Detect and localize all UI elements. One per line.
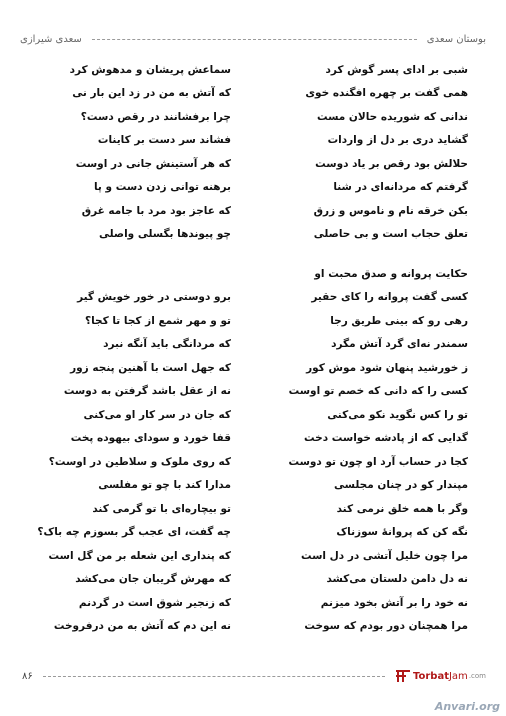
verse-row [30,356,476,380]
hemistich-first: کسی را که دانی که خصم تو اوست [288,385,468,398]
hemistich-second: که جان در سر کار او می‌کنی [83,408,231,421]
hemistich-first: رهی رو که بینی طریق رجا [330,314,468,327]
verse-row [30,427,476,451]
poem-section-2 [30,262,476,638]
verse-row [30,333,476,357]
page-number: ۸۶ [22,670,33,682]
hemistich-first: گرفتم که مردانه‌ای در شنا [333,181,468,194]
hemistich-second: تو بیچاره‌ای با تو گرمی کند [92,502,231,515]
verse-row [30,129,476,153]
hemistich-second: که روی ملوک و سلاطین در اوست؟ [48,455,231,468]
hemistich-first: شبی بر ادای پسر گوش کرد [325,63,468,76]
verse-row [30,497,476,521]
hemistich-second: مدارا کند با چو تو مفلسی [98,479,231,492]
hemistich-first: کجا در حساب آرد او چون تو دوست [288,455,468,468]
verse-row [30,403,476,427]
page-header [20,28,486,50]
watermark: Anvari.org [434,700,500,713]
hemistich-second: که مهرش گریبان جان می‌کشد [75,573,231,586]
hemistich-second: فشاند سر دست بر کاینات [97,134,231,147]
verse-row [30,223,476,247]
hemistich-second: تو و مهر شمع از کجا تا کجا؟ [85,314,231,327]
hemistich-first: ز خورشید پنهان شود موش کور [306,361,468,374]
hemistich-first: مرا چون خلیل آتشی در دل است [300,549,468,562]
hemistich-first: همی گفت بر چهره افگنده خوی [305,87,468,100]
hemistich-second: قفا خورد و سودای بیهوده پخت [70,432,231,445]
poem-section-1 [30,58,476,246]
hemistich-second: چو پیوندها بگسلی واصلی [99,228,231,241]
hemistich-first: نگه کن که پروانهٔ سوزناک [336,526,468,539]
hemistich-second: که هر آستینش جانی در اوست [75,157,231,170]
story-title: حکایت پروانه و صدق محبت او [314,267,468,280]
hemistich-first: کسی گفت پروانه را کای حقیر [311,291,468,304]
verse-row [30,380,476,404]
hemistich-second: برو دوستی در خور خویش گیر [77,291,231,304]
torbatjam-logo-icon [395,669,411,683]
logo-brand-2: Jam [448,670,468,682]
verse-row [30,450,476,474]
hemistich-first: بکن خرقه نام و ناموس و زرق [313,204,468,217]
hemistich-second: نه این دم که آتش به من درفروخت [53,620,231,633]
hemistich-first: تو را کس نگوید نکو می‌کنی [327,408,468,421]
hemistich-second: چرا برفشانند در رقص دست؟ [80,110,231,123]
verse-row [30,591,476,615]
verse-row [30,152,476,176]
logo-brand: Torbat [413,670,449,682]
book-title: بوستان سعدی [426,33,486,45]
story-title-row [30,262,476,286]
hemistich-first: نه خود را بر آتش بخود میزنم [320,596,468,609]
verse-row [30,544,476,568]
hemistich-first: ندانی که شوریده حالان مست [316,110,468,123]
hemistich-first: گدایی که از پادشه خواست دخت [304,432,468,445]
hemistich-second: که زنجیر شوق است در گردنم [78,596,231,609]
verse-row [30,58,476,82]
verse-row [30,176,476,200]
verse-row [30,568,476,592]
verse-row [30,474,476,498]
verse-row [30,199,476,223]
hemistich-first: سمندر نه‌ای گرد آتش مگرد [331,338,468,351]
hemistich-second: نه از عقل باشد گرفتن به دوست [63,385,231,398]
hemistich-first: تعلق حجاب است و بی حاصلی [313,228,468,241]
hemistich-second: که پنداری این شعله بر من گل است [48,549,231,562]
header-divider [92,39,417,40]
hemistich-second: که آتش به من در زد این بار نی [72,87,231,100]
verse-row [30,521,476,545]
verse-row [30,82,476,106]
footer-divider [43,676,385,677]
hemistich-second: که عاجز بود مرد با جامه غرق [81,204,231,217]
logo-domain: .com [468,672,486,680]
verse-row [30,286,476,310]
hemistich-first: مپندار کو در چنان مجلسی [334,479,468,492]
verse-row [30,615,476,639]
verse-row [30,309,476,333]
hemistich-second: که جهل است با آهنین پنجه زور [70,361,231,374]
hemistich-first: وگر با همه خلق نرمی کند [336,502,468,515]
author-name: سعدی شیرازی [20,33,82,45]
hemistich-second: چه گفت، ای عجب گر بسوزم چه باک؟ [37,526,231,539]
hemistich-first: حلالش بود رقص بر یاد دوست [315,157,468,170]
hemistich-first: نه دل دامن دلستان می‌کشد [326,573,468,586]
hemistich-first: گشاید دری بر دل از واردات [327,134,468,147]
page-footer [22,666,486,686]
hemistich-second: برهنه توانی زدن دست و پا [93,181,231,194]
hemistich-second: سماعش پریشان و مدهوش کرد [69,63,231,76]
verse-row [30,105,476,129]
torbatjam-logo[interactable] [395,669,486,683]
hemistich-first: مرا همچنان دور بودم که سوخت [304,620,468,633]
hemistich-second: که مردانگی باید آنگه نبرد [103,338,231,351]
